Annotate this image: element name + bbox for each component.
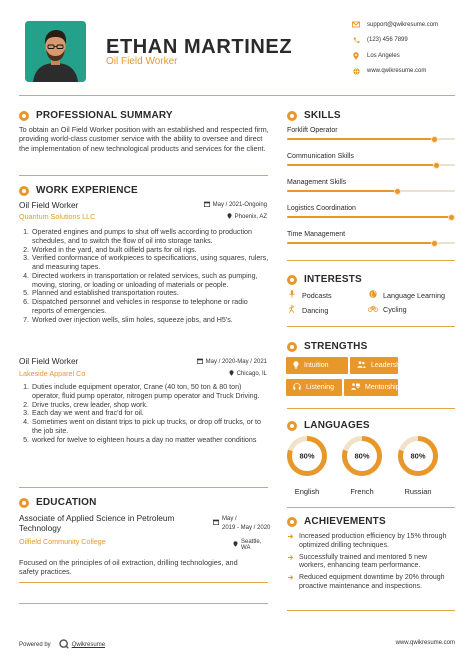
education-dates-text bbox=[222, 515, 270, 532]
footer-website[interactable]: www.qwikresume.com bbox=[395, 640, 455, 646]
list-item: 6. Dispatched personnel and vehicles in response to telephone or radio reports of emergencies. bbox=[31, 298, 269, 316]
skill-item bbox=[287, 231, 455, 244]
microphone-icon bbox=[287, 290, 296, 300]
languages-heading-text: LANGUAGES bbox=[304, 420, 370, 431]
avatar bbox=[25, 21, 86, 82]
arrow-right-icon bbox=[287, 574, 299, 592]
job-company: Quantum Solutions LLC bbox=[19, 212, 96, 221]
skill-item bbox=[287, 153, 455, 166]
skill-item bbox=[287, 179, 455, 192]
interest-label: Language Learning bbox=[383, 290, 445, 300]
skill-level-bar bbox=[287, 216, 455, 218]
skill-name: Time Management bbox=[287, 231, 346, 238]
list-item: 3. Each day we went and frac'd for oil. bbox=[31, 409, 269, 418]
skills-heading-text: SKILLS bbox=[304, 110, 341, 121]
arrow-right-icon bbox=[287, 533, 299, 551]
language-name: French bbox=[350, 487, 374, 496]
job-dates bbox=[197, 358, 267, 366]
education-location-text: Seattle, WA bbox=[241, 539, 262, 551]
summary-section bbox=[19, 110, 274, 153]
list-item: 4. Directed workers in transportation or related services, such as pumping, moving, storing, or loading or unloading of materials or people. bbox=[31, 272, 269, 290]
section-bullet-icon bbox=[19, 498, 29, 508]
education-section bbox=[19, 497, 271, 577]
phone-text: (123) 456 7899 bbox=[367, 37, 408, 44]
language-name: English bbox=[294, 487, 320, 496]
qwikresume-logo-icon bbox=[59, 639, 69, 651]
skill-level-bar bbox=[287, 138, 455, 140]
achievements-section bbox=[287, 516, 455, 592]
calendar-icon bbox=[204, 201, 210, 209]
strengths-heading-text: STRENGTHS bbox=[304, 341, 368, 352]
strength-label: Intuition bbox=[304, 362, 329, 369]
job-entry bbox=[19, 200, 269, 324]
job-dates-text: May / 2020-May / 2021 bbox=[205, 359, 267, 365]
strength-chip bbox=[344, 379, 398, 396]
language-ring bbox=[396, 434, 440, 478]
job-company: Lakeside Apparel Co bbox=[19, 369, 86, 378]
skill-level-fill bbox=[287, 164, 437, 166]
summary-text: To obtain an Oil Field Worker position with an established and respected firm, providing world-class customer service with the ability to oversee and direct the implementation of new technological products and services for the client. bbox=[19, 125, 269, 153]
calendar-icon bbox=[213, 519, 219, 527]
language-ring bbox=[340, 434, 384, 478]
interest-item bbox=[287, 305, 328, 315]
location-pin-icon bbox=[352, 52, 360, 60]
section-bullet-icon bbox=[19, 186, 29, 196]
contact-location bbox=[352, 48, 438, 64]
languages-divider bbox=[287, 507, 455, 508]
list-item: 1. Duties include equipment operator, Crane (40 ton, 50 ton & 80 ton) operator, fluid pump operator, nitrogen pump operator and Truck Driving. bbox=[31, 383, 269, 401]
strengths-heading bbox=[287, 341, 455, 352]
list-item: 4. Sometimes went on distant trips to pick up trucks, or drop off trucks, or to the job site. bbox=[31, 418, 269, 436]
powered-by-text: Powered by bbox=[19, 642, 51, 648]
mentor-icon bbox=[351, 383, 360, 392]
skill-level-fill bbox=[287, 138, 435, 140]
education-dates-line: 2019 - May / 2020 bbox=[222, 524, 271, 531]
interests-section bbox=[287, 274, 455, 285]
language-item bbox=[396, 434, 440, 496]
lightbulb-icon bbox=[293, 361, 299, 371]
language-percent: 80% bbox=[299, 451, 315, 461]
skills-section bbox=[287, 110, 455, 244]
interests-divider bbox=[287, 326, 455, 327]
achievements-heading-text: ACHIEVEMENTS bbox=[304, 516, 386, 527]
list-item: 7. Worked over injection wells, slim holes, squeeze jobs, and H5's. bbox=[31, 316, 269, 325]
dancing-icon bbox=[287, 305, 296, 315]
interest-item bbox=[287, 290, 332, 300]
phone-icon bbox=[352, 36, 360, 44]
degree-title: Associate of Applied Science in Petroleum Technology bbox=[19, 513, 175, 533]
summary-heading bbox=[19, 110, 274, 121]
list-item: 2. Drive trucks, crew leader, shop work. bbox=[31, 401, 269, 410]
education-divider bbox=[19, 582, 268, 583]
strength-chip bbox=[286, 379, 342, 396]
job-location-text: Chicago, IL bbox=[236, 371, 267, 377]
skill-level-fill bbox=[287, 242, 435, 244]
contact-email[interactable] bbox=[352, 17, 438, 33]
skill-level-bar bbox=[287, 190, 455, 192]
language-item bbox=[285, 434, 329, 496]
skills-heading bbox=[287, 110, 455, 121]
list-item: 5. worked for twelve to eighteen hours a day no matter weather conditions bbox=[31, 436, 269, 445]
languages-section bbox=[287, 420, 455, 431]
list-item: 2. Worked in the yard, and built oilfield parts for oil rigs. bbox=[31, 246, 269, 255]
section-bullet-icon bbox=[287, 517, 297, 527]
skill-level-fill bbox=[287, 216, 455, 218]
skill-level-knob bbox=[394, 188, 401, 195]
job-dates-text: May / 2021-Ongoing bbox=[212, 202, 267, 208]
header-divider bbox=[19, 95, 455, 96]
skill-name: Management Skills bbox=[287, 179, 347, 186]
achievement-text: Successfully trained and mentored 5 new workers, enhancing team performance. bbox=[299, 553, 428, 570]
interest-label: Cycling bbox=[383, 305, 407, 314]
list-item: 3. Verified conformance of workpieces to specifications, using squares, rulers, and measuring tapes. bbox=[31, 254, 269, 272]
skill-name: Communication Skills bbox=[287, 153, 354, 160]
footer-brand-link[interactable]: Qwikresume bbox=[71, 642, 106, 648]
section-bullet-icon bbox=[287, 111, 297, 121]
job-duties-list bbox=[19, 383, 269, 444]
list-item: 5. Planned and established transportation routes. bbox=[31, 289, 269, 298]
interest-label: Podcasts bbox=[302, 290, 332, 300]
candidate-title: Oil Field Worker bbox=[106, 56, 178, 67]
language-percent: 80% bbox=[354, 451, 370, 461]
section-bullet-icon bbox=[287, 421, 297, 431]
work-divider bbox=[19, 487, 268, 488]
achievements-heading bbox=[287, 516, 455, 527]
skill-name: Forklift Operator bbox=[287, 127, 338, 134]
candidate-name: ETHAN MARTINEZ bbox=[106, 36, 293, 58]
section-bullet-icon bbox=[19, 111, 29, 121]
resume-header bbox=[0, 0, 474, 92]
skill-level-knob bbox=[433, 162, 440, 169]
skill-level-knob bbox=[431, 136, 438, 143]
contact-website[interactable] bbox=[352, 64, 438, 80]
education-dates bbox=[213, 515, 270, 532]
school-name: Oilfield Community College bbox=[19, 537, 106, 546]
achievements-divider bbox=[287, 610, 455, 611]
strength-label: Mentorship bbox=[365, 384, 400, 391]
language-percent: 80% bbox=[410, 451, 426, 461]
achievement-text: Increased production efficiency by 15% through optimized drilling techniques. bbox=[299, 533, 447, 549]
footer-branding bbox=[19, 639, 105, 651]
job-title: Oil Field Worker bbox=[19, 356, 79, 366]
education-dates-line: May / bbox=[222, 516, 237, 522]
strengths-section bbox=[287, 341, 455, 352]
location-pin-icon bbox=[233, 541, 238, 549]
strengths-divider bbox=[287, 408, 455, 409]
skill-level-knob bbox=[448, 214, 455, 221]
contact-phone[interactable] bbox=[352, 33, 438, 49]
skills-list bbox=[287, 127, 455, 244]
bicycle-icon bbox=[368, 305, 377, 314]
job-title: Oil Field Worker bbox=[19, 200, 79, 210]
location-text: Los Angeles bbox=[367, 52, 400, 59]
headphones-icon bbox=[293, 383, 301, 392]
location-pin-icon bbox=[227, 213, 232, 221]
email-icon bbox=[352, 21, 360, 29]
education-divider bbox=[19, 603, 268, 604]
languages-heading bbox=[287, 420, 455, 431]
achievement-item bbox=[287, 533, 455, 551]
language-name: Russian bbox=[404, 487, 432, 496]
arrow-right-icon bbox=[287, 554, 299, 572]
section-bullet-icon bbox=[287, 342, 297, 352]
education-location bbox=[233, 539, 271, 551]
summary-divider bbox=[19, 175, 268, 176]
skill-name: Logistics Coordination bbox=[287, 205, 356, 212]
summary-heading-text: PROFESSIONAL SUMMARY bbox=[36, 110, 173, 121]
work-heading bbox=[19, 185, 271, 196]
interest-item bbox=[368, 290, 445, 300]
achievement-item bbox=[287, 554, 455, 572]
strength-label: Leadership bbox=[371, 362, 406, 369]
work-section bbox=[19, 185, 271, 196]
interest-label: Dancing bbox=[302, 305, 329, 315]
language-ring bbox=[285, 434, 329, 478]
job-location-text: Phoenix, AZ bbox=[234, 214, 267, 220]
location-pin-icon bbox=[229, 370, 234, 378]
job-location bbox=[229, 370, 267, 378]
job-duties-list bbox=[19, 228, 269, 324]
work-heading-text: WORK EXPERIENCE bbox=[36, 185, 138, 196]
list-item: 1. Operated engines and pumps to shut off wells according to production schedules, and to switch the flow of oil into storage tanks. bbox=[31, 228, 269, 246]
achievement-item bbox=[287, 574, 455, 592]
calendar-icon bbox=[197, 358, 203, 366]
section-bullet-icon bbox=[287, 275, 297, 285]
skill-level-bar bbox=[287, 164, 455, 166]
strength-label: Listening bbox=[306, 384, 335, 391]
language-item bbox=[340, 434, 384, 496]
skill-level-bar bbox=[287, 242, 455, 244]
skill-level-fill bbox=[287, 190, 398, 192]
interests-heading bbox=[287, 274, 455, 285]
contact-list bbox=[352, 17, 438, 79]
achievement-text: Reduced equipment downtime by 20% through proactive maintenance and inspections. bbox=[299, 574, 445, 590]
interest-item bbox=[368, 305, 407, 314]
education-text: Focused on the principles of oil extraction, drilling technologies, and safety practices. bbox=[19, 558, 238, 577]
globe-icon bbox=[352, 67, 360, 75]
people-icon bbox=[357, 361, 366, 370]
strength-chip bbox=[286, 357, 348, 374]
globe-icon bbox=[368, 290, 377, 300]
job-location bbox=[227, 213, 267, 221]
education-heading bbox=[19, 497, 271, 508]
education-heading-text: EDUCATION bbox=[36, 497, 97, 508]
job-entry bbox=[19, 356, 269, 444]
email-text: support@qwikresume.com bbox=[367, 21, 439, 28]
skill-item bbox=[287, 205, 455, 218]
skills-divider bbox=[287, 260, 455, 261]
portrait-image bbox=[25, 21, 86, 82]
website-text: www.qwikresume.com bbox=[367, 68, 427, 75]
strength-chip bbox=[350, 357, 406, 374]
skill-item bbox=[287, 127, 455, 140]
interests-heading-text: INTERESTS bbox=[304, 274, 362, 285]
skill-level-knob bbox=[431, 240, 438, 247]
job-dates bbox=[204, 201, 267, 209]
